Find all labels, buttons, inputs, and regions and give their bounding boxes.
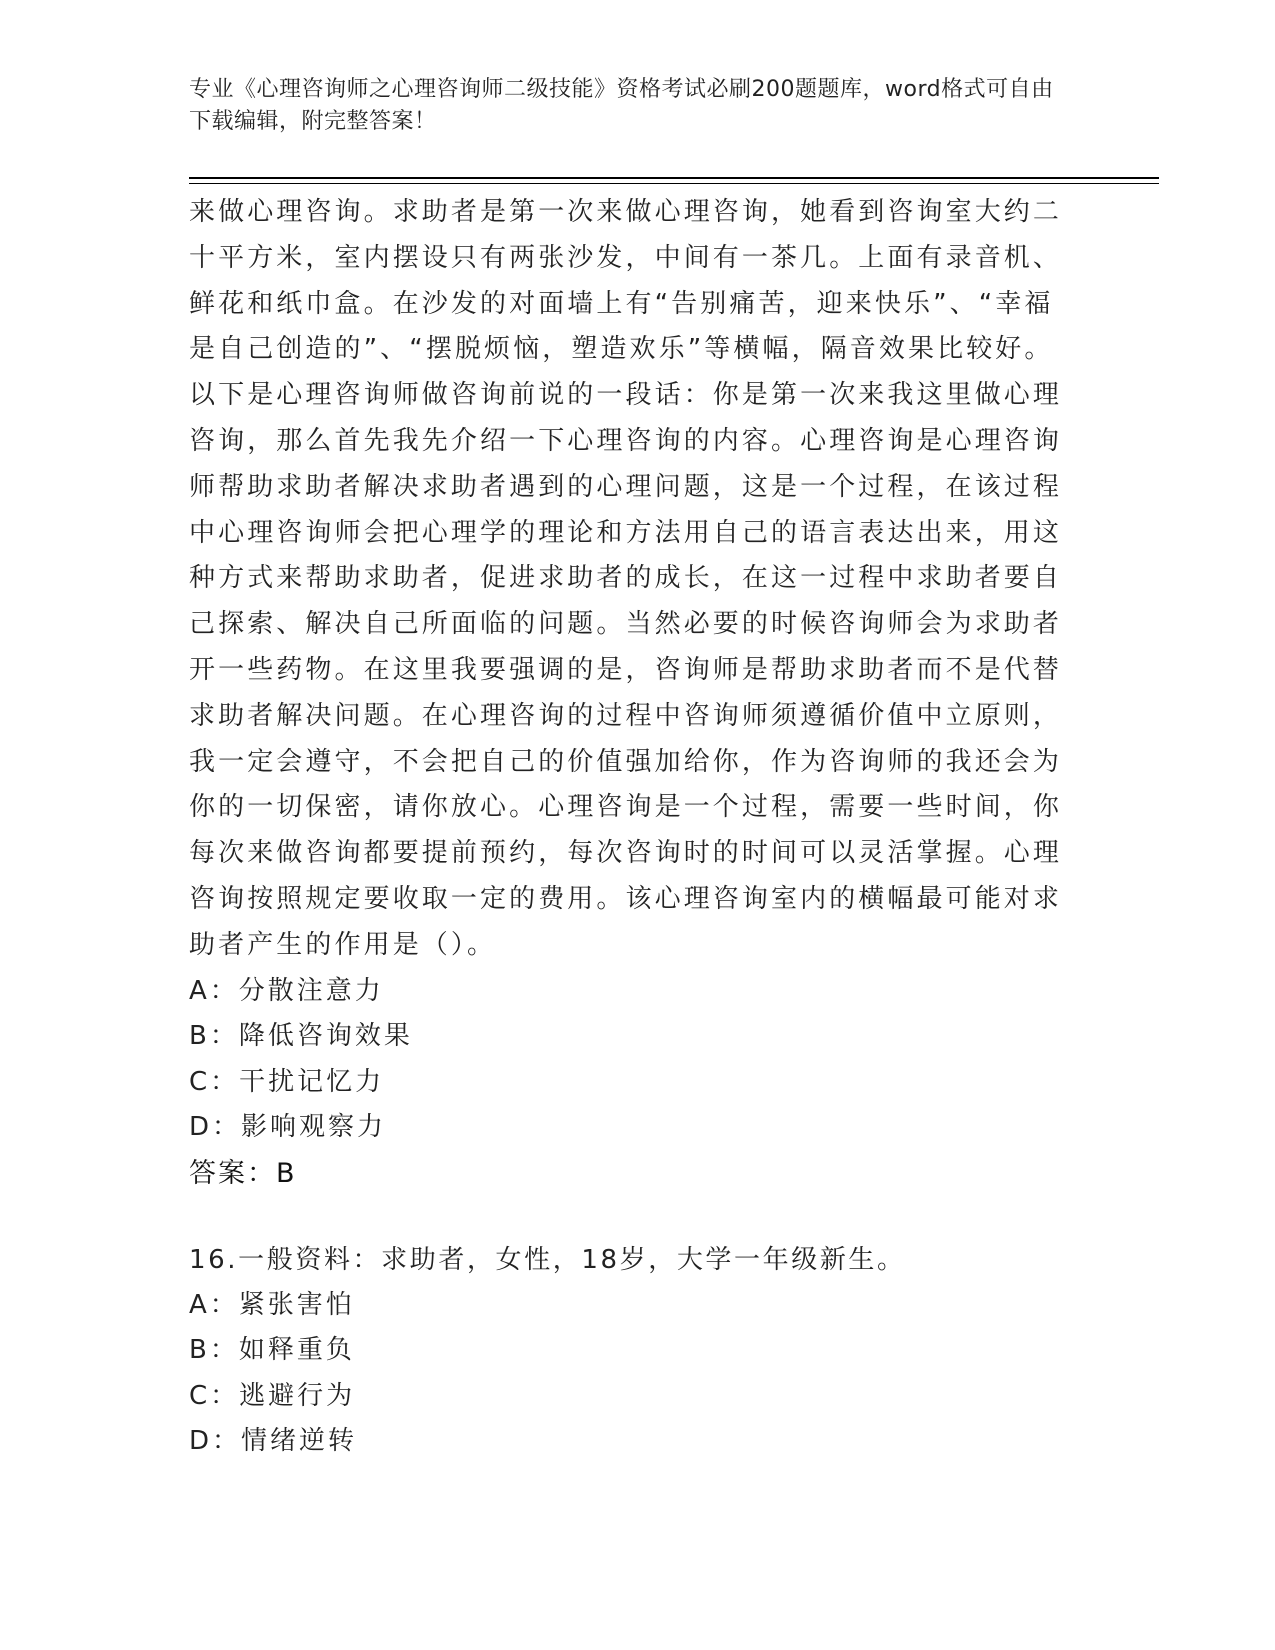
question-16-stem: 16.一般资料：求助者，女性，18岁，大学一年级新生。 [189,1244,906,1275]
answer-line: 答案：B [189,1157,297,1189]
option-b: B：降低咨询效果 [189,1021,413,1052]
document-header: 专业《心理咨询师之心理咨询师二级技能》资格考试必刷200题题库，word格式可自由下载编辑，附完整答案！ [189,77,1054,134]
option-a: A：分散注意力 [189,975,384,1006]
question-spacer [189,1197,1069,1237]
q16-option-b: B：如释重负 [189,1335,355,1366]
option-d: D：影响观察力 [189,1112,387,1143]
q16-option-c: C：逃避行为 [189,1380,356,1411]
document-body [189,190,1069,1465]
q16-option-d: D：情绪逆转 [189,1426,358,1457]
header-rule-thin [189,183,1159,184]
header-rule-thick [189,177,1159,179]
q16-option-a: A：紧张害怕 [189,1289,355,1320]
question-stem: 来做心理咨询。求助者是第一次来做心理咨询，她看到咨询室大约二十平方米，室内摆设只有两张沙发，中间有一茶几。上面有录音机、鲜花和纸巾盒。在沙发的对面墙上有“告别痛苦，迎来快乐”、“幸福是自己创造的”、“摆脱烦恼，塑造欢乐”等横幅，隔音效果比较好。以下是心理咨询师做咨询前说的一段话：你是第一次来我这里做心理咨询，那么首先我先介绍一下心理咨询的内容。心理咨询是心理咨询师帮助求助者解决求助者遇到的心理问题，这是一个过程，在该过程中心理咨询师会把心理学的理论和方法用自己的语言表达出来，用这种方式来帮助求助者，促进求助者的成长，在这一过程中求助者要自己探索、解决自己所面临的问题。当然必要的时候咨询师会为求助者开一些药物。在这里我要强调的是，咨询师是帮助求助者而不是代替求助者解决问题。在心理咨询的过程中咨询师须遵循价值中立原则，我一定会遵守，不会把自己的价值强加给你，作为咨询师的我还会为你的一切保密，请你放心。心理咨询是一个过程，需要一些时间，你每次来做咨询都要提前预约，每次咨询时的时间可以灵活掌握。心理咨询按照规定要收取一定的费用。该心理咨询室内的横幅最可能对求助者产生的作用是（）。 [189,197,1063,960]
option-c: C：干扰记忆力 [189,1066,385,1097]
